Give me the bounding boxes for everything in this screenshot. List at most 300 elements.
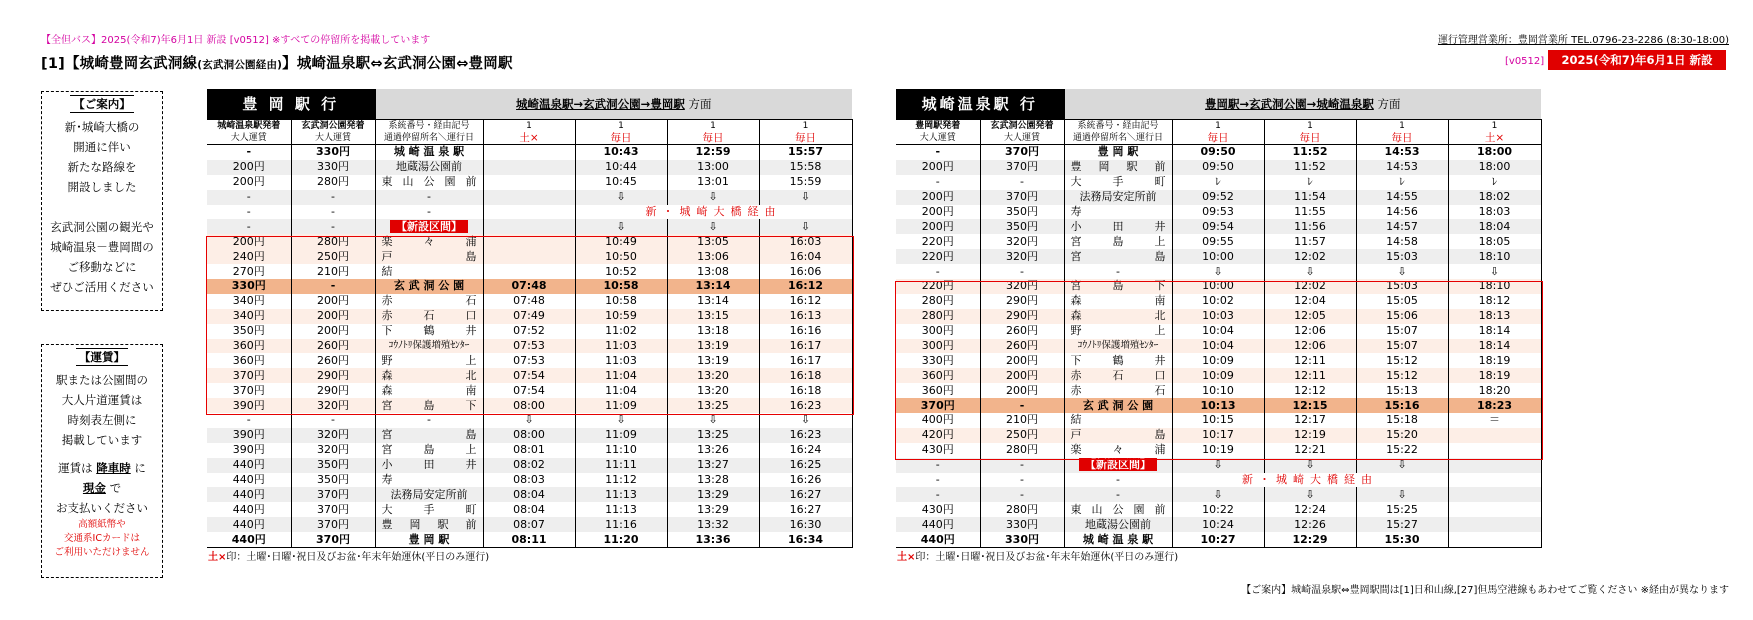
table-title: 豊 岡 駅 行 bbox=[207, 89, 375, 120]
time-cell: 18:02 bbox=[1448, 190, 1541, 205]
stop-name: 法務局安定所前 bbox=[375, 487, 483, 502]
stop-name: 結 bbox=[375, 264, 483, 279]
fare-cell: 330円 bbox=[980, 532, 1064, 547]
fare-cell: 290円 bbox=[291, 383, 375, 398]
fare-cell: - bbox=[207, 413, 291, 428]
time-cell: 13:25 bbox=[667, 428, 759, 443]
stop-name: 赤石 bbox=[1064, 383, 1172, 398]
fare-cell: - bbox=[207, 205, 291, 220]
fare-cell: 370円 bbox=[980, 190, 1064, 205]
guide-heading: 【ご案内】 bbox=[70, 95, 134, 113]
time-cell: 18:14 bbox=[1448, 339, 1541, 354]
time-cell bbox=[483, 145, 575, 160]
time-cell: 11:09 bbox=[575, 428, 667, 443]
fare-cell: 330円 bbox=[291, 160, 375, 175]
header-cell: 大人運賃 bbox=[291, 132, 375, 145]
time-cell: 13:25 bbox=[667, 398, 759, 413]
table-row bbox=[896, 473, 1541, 488]
guide-line: 開設しました bbox=[67, 180, 137, 194]
fare-cell: - bbox=[291, 413, 375, 428]
time-cell: 08:04 bbox=[483, 487, 575, 502]
fare-cell: 280円 bbox=[980, 443, 1064, 458]
fare-cell: 220円 bbox=[896, 234, 980, 249]
table-row bbox=[896, 324, 1541, 339]
fare-cell: 200円 bbox=[896, 219, 980, 234]
fare-cell: 440円 bbox=[207, 473, 291, 488]
fare-cell: 260円 bbox=[291, 339, 375, 354]
page-title bbox=[41, 52, 513, 73]
fare-cell: - bbox=[291, 279, 375, 294]
time-cell bbox=[483, 190, 575, 205]
cash-line bbox=[42, 478, 162, 498]
time-cell: 13:14 bbox=[667, 279, 759, 294]
time-cell: 10:09 bbox=[1172, 353, 1264, 368]
footnote-text-left: 印：土曜･日曜･祝日及びお盆･年末年始運休(平日のみ運行) bbox=[226, 552, 490, 563]
table-row bbox=[896, 279, 1541, 294]
header-cell: 1 bbox=[483, 120, 575, 133]
header-cell: 城崎温泉駅発着 bbox=[207, 120, 291, 133]
table-row bbox=[207, 353, 852, 368]
fare-cell: 200円 bbox=[980, 383, 1064, 398]
stop-name: - bbox=[375, 413, 483, 428]
time-cell: 13:29 bbox=[667, 502, 759, 517]
time-cell: 10:58 bbox=[575, 294, 667, 309]
time-cell: 18:19 bbox=[1448, 353, 1541, 368]
footnote-mark-right: 土× bbox=[897, 552, 916, 563]
down-arrow-icon: ⇩ bbox=[759, 219, 852, 234]
table-row bbox=[207, 473, 852, 488]
time-cell: 13:06 bbox=[667, 249, 759, 264]
stop-name: 東山公園前 bbox=[375, 175, 483, 190]
fare-cell: 250円 bbox=[291, 249, 375, 264]
time-cell: 16:04 bbox=[759, 249, 852, 264]
guide-lines bbox=[42, 117, 162, 297]
time-cell: 08:07 bbox=[483, 517, 575, 532]
time-cell: 15:58 bbox=[759, 160, 852, 175]
stop-name: 法務局安定所前 bbox=[1064, 190, 1172, 205]
stop-name: 森南 bbox=[375, 383, 483, 398]
time-cell: 13:15 bbox=[667, 309, 759, 324]
time-cell: 11:04 bbox=[575, 383, 667, 398]
time-cell: ＝ bbox=[1448, 413, 1541, 428]
fare-cell: 300円 bbox=[896, 324, 980, 339]
header-cell: 毎日 bbox=[759, 132, 852, 145]
time-cell: 07:52 bbox=[483, 324, 575, 339]
time-cell: 11:56 bbox=[1264, 219, 1356, 234]
time-cell bbox=[483, 175, 575, 190]
fare-cell: 350円 bbox=[291, 473, 375, 488]
fare-cell: 400円 bbox=[896, 413, 980, 428]
stop-name: 楽々浦 bbox=[1064, 443, 1172, 458]
footnote-mark-left: 土× bbox=[208, 552, 227, 563]
time-cell bbox=[1448, 502, 1541, 517]
fare-cell: 330円 bbox=[291, 145, 375, 160]
time-cell: 15:18 bbox=[1356, 413, 1448, 428]
table-row bbox=[896, 205, 1541, 220]
top-note: 【全但バス】2025(令和7)年6月1日 新設 [v0512] ※すべての停留所を掲載しています bbox=[41, 35, 431, 46]
header-row bbox=[207, 120, 852, 133]
time-cell: 16:25 bbox=[759, 458, 852, 473]
time-cell: 18:00 bbox=[1448, 145, 1541, 160]
time-cell: 13:28 bbox=[667, 473, 759, 488]
time-cell: 10:04 bbox=[1172, 339, 1264, 354]
header-row bbox=[896, 132, 1541, 145]
time-cell: 12:19 bbox=[1264, 428, 1356, 443]
fare-cell: 200円 bbox=[291, 324, 375, 339]
time-cell: 16:12 bbox=[759, 279, 852, 294]
fare-cell: 240円 bbox=[207, 249, 291, 264]
stop-name: 森北 bbox=[1064, 309, 1172, 324]
table-row bbox=[207, 487, 852, 502]
fare-cell: 340円 bbox=[207, 294, 291, 309]
fare-cell: 200円 bbox=[980, 353, 1064, 368]
stop-name: 大手町 bbox=[375, 502, 483, 517]
time-cell bbox=[483, 249, 575, 264]
stop-name: 城 崎 温 泉 駅 bbox=[1064, 532, 1172, 547]
fare-cell: - bbox=[207, 219, 291, 234]
time-cell: 18:12 bbox=[1448, 294, 1541, 309]
fare-cell: 390円 bbox=[207, 443, 291, 458]
fare-cell: - bbox=[980, 458, 1064, 473]
time-cell: 12:29 bbox=[1264, 532, 1356, 547]
pay-text-a: 運賃は bbox=[58, 461, 97, 475]
table-row bbox=[207, 398, 852, 413]
fare-cell: 220円 bbox=[896, 279, 980, 294]
time-cell: 11:20 bbox=[575, 532, 667, 547]
time-cell: 09:50 bbox=[1172, 160, 1264, 175]
fare-cell: 330円 bbox=[207, 279, 291, 294]
table-row bbox=[896, 309, 1541, 324]
stop-name: 豊 岡 駅 bbox=[1064, 145, 1172, 160]
down-arrow-icon: ⇩ bbox=[575, 219, 667, 234]
table-row bbox=[207, 368, 852, 383]
time-cell: 13:36 bbox=[667, 532, 759, 547]
time-cell: 16:12 bbox=[759, 294, 852, 309]
time-cell: 08:04 bbox=[483, 502, 575, 517]
time-cell: 10:59 bbox=[575, 309, 667, 324]
time-cell: 12:11 bbox=[1264, 368, 1356, 383]
guide-line: ご移動などに bbox=[67, 260, 137, 274]
guide-box bbox=[41, 91, 163, 311]
time-cell: 11:52 bbox=[1264, 160, 1356, 175]
time-cell: 16:23 bbox=[759, 428, 852, 443]
fare-cell: 330円 bbox=[896, 353, 980, 368]
table-row bbox=[207, 324, 852, 339]
time-cell: 11:55 bbox=[1264, 205, 1356, 220]
stop-name: - bbox=[375, 190, 483, 205]
down-arrow-icon: ⇩ bbox=[667, 190, 759, 205]
fare-cell: - bbox=[896, 473, 980, 488]
time-cell: 15:30 bbox=[1356, 532, 1448, 547]
table-row bbox=[207, 383, 852, 398]
fare-cell: - bbox=[291, 205, 375, 220]
fare-cell: 360円 bbox=[896, 383, 980, 398]
time-cell: 07:54 bbox=[483, 383, 575, 398]
table-row bbox=[896, 413, 1541, 428]
time-cell: 11:03 bbox=[575, 339, 667, 354]
table-row bbox=[896, 353, 1541, 368]
time-cell: 12:21 bbox=[1264, 443, 1356, 458]
guide-line: 玄武洞公園の観光や bbox=[50, 220, 154, 234]
table-row bbox=[207, 160, 852, 175]
fare-cell: 280円 bbox=[291, 234, 375, 249]
time-cell bbox=[1448, 532, 1541, 547]
time-cell: 18:23 bbox=[1448, 398, 1541, 413]
time-cell: 18:13 bbox=[1448, 309, 1541, 324]
stop-name: 宮島上 bbox=[375, 443, 483, 458]
fare-cell: - bbox=[207, 145, 291, 160]
stop-name: 玄 武 洞 公 園 bbox=[1064, 398, 1172, 413]
fare-cell: 370円 bbox=[291, 532, 375, 547]
via-note: 新・城崎大橋経由 bbox=[1172, 473, 1448, 488]
header-cell: 毎日 bbox=[1172, 132, 1264, 145]
table-row bbox=[207, 264, 852, 279]
time-cell: 16:23 bbox=[759, 398, 852, 413]
cash-text: で bbox=[105, 481, 122, 495]
time-cell: 15:13 bbox=[1356, 383, 1448, 398]
time-cell: 15:12 bbox=[1356, 353, 1448, 368]
fare-cell: 430円 bbox=[896, 502, 980, 517]
down-arrow-icon: ⇩ bbox=[1356, 487, 1448, 502]
fare-cell: 200円 bbox=[980, 368, 1064, 383]
stop-name: 森南 bbox=[1064, 294, 1172, 309]
time-cell: 10:15 bbox=[1172, 413, 1264, 428]
time-cell: 10:43 bbox=[575, 145, 667, 160]
time-cell: 16:30 bbox=[759, 517, 852, 532]
time-cell: 14:53 bbox=[1356, 145, 1448, 160]
direction-route: 城崎温泉駅→玄武洞公園→豊岡駅 bbox=[516, 97, 685, 111]
fare-cell: 280円 bbox=[291, 175, 375, 190]
time-cell: 12:26 bbox=[1264, 517, 1356, 532]
fare-cell: 390円 bbox=[207, 398, 291, 413]
fare-cell: 290円 bbox=[980, 309, 1064, 324]
table-row bbox=[896, 487, 1541, 502]
fare-cell: 320円 bbox=[980, 279, 1064, 294]
time-cell: 10:52 bbox=[575, 264, 667, 279]
header-cell: 土× bbox=[483, 132, 575, 145]
time-cell: 15:22 bbox=[1356, 443, 1448, 458]
title-row bbox=[207, 89, 852, 120]
down-arrow-icon: ⇩ bbox=[667, 219, 759, 234]
stop-name: 城 崎 温 泉 駅 bbox=[375, 145, 483, 160]
header-cell: 豊岡駅発着 bbox=[896, 120, 980, 133]
fare-cell: - bbox=[980, 487, 1064, 502]
fare-warning bbox=[42, 518, 162, 560]
time-cell: 12:12 bbox=[1264, 383, 1356, 398]
time-cell: 18:10 bbox=[1448, 279, 1541, 294]
time-cell: 16:16 bbox=[759, 324, 852, 339]
table-row bbox=[896, 517, 1541, 532]
time-cell: 10:13 bbox=[1172, 398, 1264, 413]
table-row bbox=[896, 234, 1541, 249]
time-cell: 14:56 bbox=[1356, 205, 1448, 220]
time-cell: 15:03 bbox=[1356, 279, 1448, 294]
header-cell: 大人運賃 bbox=[980, 132, 1064, 145]
header-cell: 大人運賃 bbox=[207, 132, 291, 145]
fare-cell: 290円 bbox=[291, 368, 375, 383]
header-cell: 毎日 bbox=[1356, 132, 1448, 145]
time-cell: 08:02 bbox=[483, 458, 575, 473]
time-cell: 18:05 bbox=[1448, 234, 1541, 249]
down-arrow-icon: ⇩ bbox=[483, 413, 575, 428]
fare-cell: 320円 bbox=[291, 443, 375, 458]
fare-cell: 260円 bbox=[980, 339, 1064, 354]
fare-line: 掲載しています bbox=[61, 433, 143, 447]
down-arrow-icon: ⇩ bbox=[1264, 487, 1356, 502]
time-cell: 13:00 bbox=[667, 160, 759, 175]
stop-name: 小田井 bbox=[1064, 219, 1172, 234]
stop-name: - bbox=[1064, 473, 1172, 488]
fare-box bbox=[41, 344, 163, 578]
stop-name: - bbox=[1064, 487, 1172, 502]
time-cell: 16:26 bbox=[759, 473, 852, 488]
down-arrow-icon: ⇩ bbox=[759, 190, 852, 205]
table-row bbox=[207, 443, 852, 458]
fare-lines bbox=[42, 370, 162, 450]
time-cell: 07:53 bbox=[483, 339, 575, 354]
time-cell: 16:03 bbox=[759, 234, 852, 249]
fare-line: 時刻表左側に bbox=[67, 413, 137, 427]
table-row bbox=[207, 249, 852, 264]
fare-cell: - bbox=[896, 487, 980, 502]
fare-cell: 280円 bbox=[896, 309, 980, 324]
stop-name: 玄 武 洞 公 園 bbox=[375, 279, 483, 294]
guide-line: 開通に伴い bbox=[73, 140, 131, 154]
pay-text-b: に bbox=[130, 461, 146, 475]
time-cell: 10:17 bbox=[1172, 428, 1264, 443]
table-row bbox=[207, 294, 852, 309]
down-arrow-icon: ⇩ bbox=[1356, 264, 1448, 279]
time-cell: 18:19 bbox=[1448, 368, 1541, 383]
fare-cell: 280円 bbox=[896, 294, 980, 309]
time-cell: 15:07 bbox=[1356, 339, 1448, 354]
table-row bbox=[207, 219, 852, 234]
time-cell: 09:53 bbox=[1172, 205, 1264, 220]
time-cell: 08:11 bbox=[483, 532, 575, 547]
fare-cell: 370円 bbox=[291, 517, 375, 532]
time-cell: 13:20 bbox=[667, 383, 759, 398]
down-arrow-icon: ⇩ bbox=[1356, 458, 1448, 473]
time-cell: 11:09 bbox=[575, 398, 667, 413]
pay-line bbox=[42, 458, 162, 478]
fare-cell: 420円 bbox=[896, 428, 980, 443]
stop-name: 楽々浦 bbox=[375, 234, 483, 249]
fare-cell: 330円 bbox=[980, 517, 1064, 532]
stop-name: 寿 bbox=[1064, 205, 1172, 220]
title-part-b: 】城崎温泉駅⇔玄武洞公園⇔豊岡駅 bbox=[282, 56, 513, 72]
fare-cell: - bbox=[291, 190, 375, 205]
time-cell: 10:19 bbox=[1172, 443, 1264, 458]
direction bbox=[1064, 89, 1541, 120]
time-cell: 13:32 bbox=[667, 517, 759, 532]
time-cell: 07:54 bbox=[483, 368, 575, 383]
time-cell: 18:20 bbox=[1448, 383, 1541, 398]
fare-cell: 360円 bbox=[207, 339, 291, 354]
stop-name: 宮島 bbox=[375, 428, 483, 443]
header-cell: 1 bbox=[1356, 120, 1448, 133]
table-row bbox=[207, 339, 852, 354]
fare-cell: 440円 bbox=[207, 502, 291, 517]
header-cell: 玄武洞公園発着 bbox=[980, 120, 1064, 133]
time-cell bbox=[1448, 458, 1541, 473]
time-cell: 10:10 bbox=[1172, 383, 1264, 398]
fare-cell: 370円 bbox=[291, 502, 375, 517]
fare-line: 駅または公園間の bbox=[56, 373, 148, 387]
table-row bbox=[896, 219, 1541, 234]
table-row bbox=[207, 532, 852, 547]
time-cell: 09:54 bbox=[1172, 219, 1264, 234]
fare-cell: 370円 bbox=[207, 383, 291, 398]
fare-cell: 320円 bbox=[980, 234, 1064, 249]
time-cell: 15:59 bbox=[759, 175, 852, 190]
fare-cell: 340円 bbox=[207, 309, 291, 324]
time-cell: 07:49 bbox=[483, 309, 575, 324]
time-cell: 07:48 bbox=[483, 294, 575, 309]
time-cell: 13:18 bbox=[667, 324, 759, 339]
fare-cell: - bbox=[207, 190, 291, 205]
time-cell: 08:01 bbox=[483, 443, 575, 458]
time-cell: 08:00 bbox=[483, 428, 575, 443]
time-cell bbox=[483, 264, 575, 279]
time-cell bbox=[1448, 517, 1541, 532]
header-row bbox=[207, 132, 852, 145]
time-cell: 12:02 bbox=[1264, 279, 1356, 294]
stop-name: ｺｳﾉﾄﾘ保護増殖ｾﾝﾀｰ bbox=[375, 339, 483, 354]
fare-cell: - bbox=[896, 175, 980, 190]
via-note: 新・城崎大橋経由 bbox=[575, 205, 852, 220]
version-tag: [v0512] bbox=[1505, 56, 1545, 67]
timetable-to-kinosaki bbox=[896, 89, 1542, 548]
table-row bbox=[207, 309, 852, 324]
table-row bbox=[207, 413, 852, 428]
time-cell: 13:19 bbox=[667, 339, 759, 354]
header-cell: 系統番号・経由記号 bbox=[375, 120, 483, 133]
time-cell: 10:58 bbox=[575, 279, 667, 294]
header-cell: 土× bbox=[1448, 132, 1541, 145]
stop-name: 森北 bbox=[375, 368, 483, 383]
time-cell: 10:45 bbox=[575, 175, 667, 190]
time-cell: 08:00 bbox=[483, 398, 575, 413]
header-cell: 大人運賃 bbox=[896, 132, 980, 145]
fare-cell: 210円 bbox=[980, 413, 1064, 428]
fare-cell: 200円 bbox=[207, 160, 291, 175]
pay-bold: 降車時 bbox=[96, 461, 131, 475]
time-cell: 07:48 bbox=[483, 279, 575, 294]
fare-cell: - bbox=[980, 175, 1064, 190]
time-cell: 12:06 bbox=[1264, 339, 1356, 354]
new-section-badge: 【新設区間】 bbox=[390, 220, 468, 233]
time-cell: 14:57 bbox=[1356, 219, 1448, 234]
time-cell: 07:53 bbox=[483, 353, 575, 368]
time-cell: 11:11 bbox=[575, 458, 667, 473]
stop-name: 下鶴井 bbox=[1064, 353, 1172, 368]
table-row bbox=[207, 428, 852, 443]
guide-line: 城崎温泉－豊岡間の bbox=[50, 240, 154, 254]
time-cell: 11:10 bbox=[575, 443, 667, 458]
guide-line: 新･城崎大橋の bbox=[64, 120, 140, 134]
stop-name: 赤石 bbox=[375, 294, 483, 309]
time-cell: 15:06 bbox=[1356, 309, 1448, 324]
stop-name: 戸島 bbox=[375, 249, 483, 264]
time-cell: 13:27 bbox=[667, 458, 759, 473]
table-row bbox=[896, 249, 1541, 264]
fare-cell: 320円 bbox=[291, 398, 375, 413]
down-arrow-icon: ⇩ bbox=[575, 190, 667, 205]
header-cell: 通過停留所名＼運行日 bbox=[375, 132, 483, 145]
stop-name: 豊岡駅前 bbox=[1064, 160, 1172, 175]
time-cell: 12:05 bbox=[1264, 309, 1356, 324]
time-cell: 10:49 bbox=[575, 234, 667, 249]
